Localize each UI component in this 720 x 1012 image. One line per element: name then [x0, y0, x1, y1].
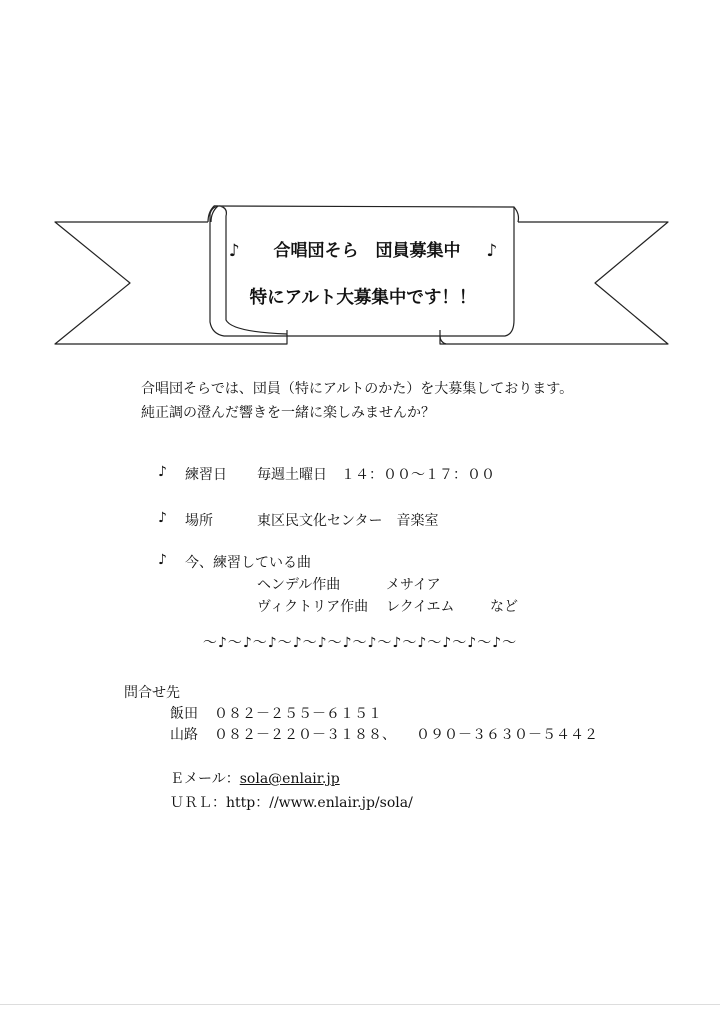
intro-line-1: 合唱団そらでは、団員（特にアルトのかた）を大募集しております。 [141, 381, 574, 397]
banner-title-text: 合唱団そら 団員募集中 [273, 241, 461, 261]
music-note-icon: ♪ [228, 241, 240, 261]
contact-phone: ０８２－２２０－３１８８、 [214, 727, 396, 743]
place-value: 東区民文化センター 音楽室 [257, 513, 439, 529]
place-row [158, 510, 167, 526]
practice-label: 練習日 [185, 467, 227, 483]
contact-phone: ０８２－２５５－６１５１ [214, 706, 382, 722]
email-row [170, 768, 340, 788]
place-label: 場所 [185, 513, 213, 529]
practice-row [158, 464, 167, 480]
songs-row [158, 552, 167, 568]
music-note-icon: ♪ [158, 464, 167, 480]
url-label: ＵＲＬ： [170, 795, 226, 811]
contact-phone-mobile: ０９０－３６３０－５４４２ [416, 727, 598, 743]
music-note-icon: ♪ [158, 510, 167, 526]
ribbon-right-fold [514, 207, 519, 222]
music-note-icon: ♪ [486, 241, 498, 261]
song-extra: など [490, 599, 518, 615]
email-label: Ｅメール： [170, 771, 240, 787]
song-composer: ヘンデル作曲 [257, 577, 341, 593]
song-title: メサイア [386, 577, 441, 593]
ribbon-main-panel [210, 206, 514, 344]
music-divider: ～♪～♪～♪～♪～♪～♪～♪～♪～♪～♪～♪～♪～ [202, 635, 518, 651]
banner-subtitle: 特にアルト大募集中です！！ [249, 288, 477, 308]
banner-title [212, 236, 514, 261]
contact-name: 山路 [170, 727, 198, 743]
url-row [170, 792, 413, 812]
practice-value: 毎週土曜日 １４：００～１７：００ [257, 467, 495, 483]
song-composer: ヴィクトリア作曲 [257, 599, 369, 615]
url-link[interactable]: http：//www.enlair.jp/sola/ [226, 795, 413, 811]
page-edge-line [0, 1004, 720, 1005]
contact-heading: 問合せ先 [124, 685, 180, 701]
intro-line-2: 純正調の澄んだ響きを一緒に楽しみませんか？ [141, 405, 435, 421]
contact-name: 飯田 [170, 706, 198, 722]
song-title: レクイエム [386, 599, 455, 615]
songs-label: 今、練習している曲 [185, 555, 311, 571]
email-link[interactable]: sola@enlair.jp [239, 771, 340, 787]
music-note-icon: ♪ [158, 552, 167, 568]
